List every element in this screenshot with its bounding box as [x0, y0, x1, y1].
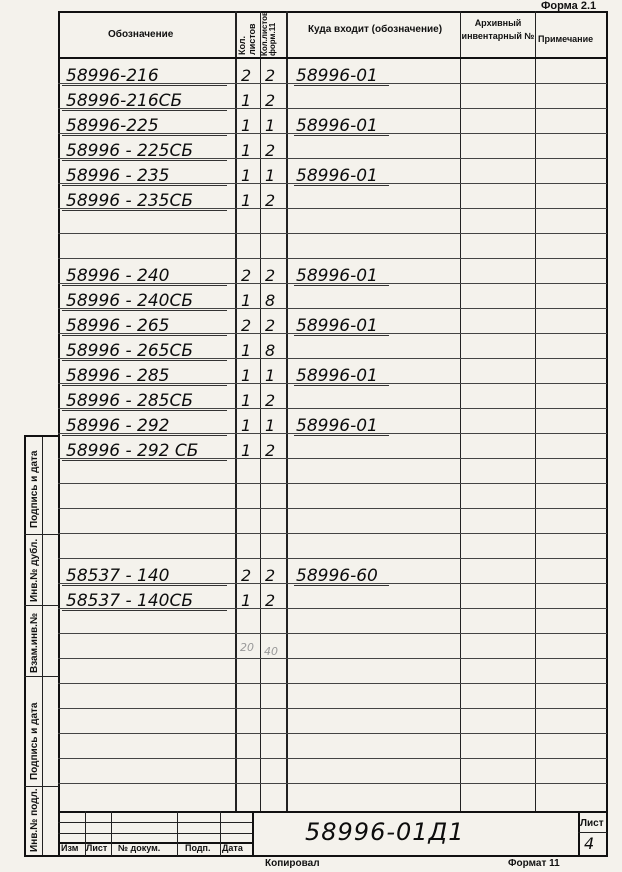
row-line — [58, 258, 607, 259]
row-format: 1 — [265, 366, 276, 385]
row-sheets: 1 — [241, 141, 252, 160]
row-line — [58, 708, 607, 709]
table-row — [66, 441, 596, 461]
header-format-count — [261, 10, 277, 56]
row-line — [58, 558, 607, 559]
tb-col-5 — [252, 811, 254, 856]
row-format: 8 — [265, 291, 276, 310]
title-block-row-1 — [58, 822, 252, 823]
row-where: 58996-01 — [296, 266, 378, 286]
designation-underline — [62, 310, 227, 311]
row-where: 58996-01 — [296, 66, 378, 86]
row-line — [58, 233, 607, 234]
stray-mark-1: 20 — [240, 641, 254, 654]
row-format: 2 — [265, 391, 276, 410]
table-row — [66, 316, 596, 336]
table-row — [66, 66, 596, 86]
side-label-sig-date-top: Подпись и дата — [29, 450, 40, 528]
tb-izm: Изм — [61, 843, 79, 853]
table-row — [66, 391, 596, 411]
row-format: 1 — [265, 416, 276, 435]
row-sheets: 1 — [241, 366, 252, 385]
row-where: 58996-01 — [296, 116, 378, 136]
row-format: 2 — [265, 316, 276, 335]
header-designation: Обозначение — [108, 29, 174, 40]
designation-underline — [62, 335, 227, 336]
table-row — [66, 191, 596, 211]
row-format: 2 — [265, 191, 276, 210]
header-note: Примечание — [538, 34, 594, 44]
side-strip-mid — [42, 435, 43, 856]
footer-copied: Копировал — [265, 858, 320, 869]
designation-underline — [62, 110, 227, 111]
row-designation: 58996 - 265СБ — [66, 341, 194, 361]
row-designation: 58996 - 292 СБ — [66, 441, 199, 461]
row-designation: 58996 - 285СБ — [66, 391, 194, 411]
row-where: 58996-01 — [296, 316, 378, 336]
row-designation: 58996 - 240СБ — [66, 291, 194, 311]
side-div-1 — [24, 534, 59, 535]
designation-underline — [62, 135, 227, 136]
header-bottom — [58, 57, 608, 59]
row-line — [58, 758, 607, 759]
table-row — [66, 266, 596, 286]
tb-date: Дата — [222, 843, 243, 853]
row-sheets: 1 — [241, 341, 252, 360]
row-designation: 58996 - 225СБ — [66, 141, 194, 161]
row-line — [58, 483, 607, 484]
row-format: 2 — [265, 591, 276, 610]
side-strip-left — [24, 435, 26, 856]
designation-underline — [62, 185, 227, 186]
designation-underline — [62, 210, 227, 211]
side-label-sig-date-bottom: Подпись и дата — [29, 702, 40, 780]
row-line — [58, 533, 607, 534]
row-designation: 58537 - 140СБ — [66, 591, 194, 611]
row-designation: 58996-225 — [66, 116, 159, 136]
table-row — [66, 416, 596, 436]
side-label-inv-orig: Инв.№ подл. — [29, 788, 40, 852]
tb-sheet-number: 4 — [584, 834, 595, 853]
header-sheets-count — [237, 11, 257, 55]
table-row — [66, 291, 596, 311]
side-div-2 — [24, 605, 59, 606]
row-sheets: 1 — [241, 191, 252, 210]
table-row — [66, 566, 596, 586]
header-archive: Архивный инвентарный № — [461, 18, 535, 41]
frame-top — [58, 11, 608, 13]
row-format: 2 — [265, 566, 276, 585]
designation-underline — [62, 460, 227, 461]
where-underline — [294, 435, 389, 436]
designation-underline — [62, 610, 227, 611]
where-underline — [294, 85, 389, 86]
row-sheets: 1 — [241, 91, 252, 110]
designation-underline — [62, 410, 227, 411]
side-strip-top — [24, 435, 59, 437]
frame-bottom — [58, 855, 608, 857]
row-sheets: 1 — [241, 591, 252, 610]
row-format: 2 — [265, 91, 276, 110]
row-format: 2 — [265, 266, 276, 285]
designation-underline — [62, 285, 227, 286]
row-line — [58, 508, 607, 509]
tb-sheet-label: Лист — [580, 818, 604, 829]
header-where-used: Куда входит (обозначение) — [307, 24, 443, 35]
row-where: 58996-01 — [296, 366, 378, 386]
side-strip-bottom — [24, 855, 59, 857]
row-sheets: 1 — [241, 441, 252, 460]
where-underline — [294, 285, 389, 286]
designation-underline — [62, 360, 227, 361]
title-block-top — [58, 811, 608, 813]
side-div-4 — [24, 786, 59, 787]
side-label-inv-dup: Инв.№ дубл. — [29, 538, 40, 602]
row-designation: 58996-216СБ — [66, 91, 183, 111]
row-designation: 58996 - 240 — [66, 266, 170, 286]
row-sheets: 2 — [241, 566, 252, 585]
designation-underline — [62, 435, 227, 436]
where-underline — [294, 135, 389, 136]
tb-col-4 — [220, 811, 221, 856]
row-sheets: 1 — [241, 416, 252, 435]
row-line — [58, 683, 607, 684]
tb-col-2 — [111, 811, 112, 856]
row-format: 2 — [265, 441, 276, 460]
row-format: 2 — [265, 141, 276, 160]
tb-doc-no: № докум. — [118, 843, 161, 853]
row-format: 8 — [265, 341, 276, 360]
side-label-replace-inv: Взам.инв.№ — [29, 612, 40, 673]
where-underline — [294, 335, 389, 336]
row-designation: 58996 - 285 — [66, 366, 170, 386]
table-row — [66, 116, 596, 136]
row-line — [58, 658, 607, 659]
title-block-row-2 — [58, 833, 252, 834]
tb-col-3 — [177, 811, 178, 856]
row-sheets: 1 — [241, 291, 252, 310]
document-code: 58996-01Д1 — [305, 818, 465, 846]
row-format: 1 — [265, 116, 276, 135]
tb-list: Лист — [86, 843, 108, 853]
designation-underline — [62, 85, 227, 86]
table-row — [66, 91, 596, 111]
row-format: 1 — [265, 166, 276, 185]
designation-underline — [62, 585, 227, 586]
where-underline — [294, 185, 389, 186]
row-sheets: 2 — [241, 316, 252, 335]
table-row — [66, 166, 596, 186]
row-sheets: 1 — [241, 166, 252, 185]
footer-format: Формат 11 — [508, 858, 560, 869]
row-line — [58, 783, 607, 784]
row-where: 58996-01 — [296, 416, 378, 436]
row-designation: 58996 - 235СБ — [66, 191, 194, 211]
row-format: 2 — [265, 66, 276, 85]
header-sheets-text: Кол. листов — [237, 23, 257, 55]
row-line — [58, 633, 607, 634]
row-sheets: 2 — [241, 66, 252, 85]
row-designation: 58996 - 265 — [66, 316, 170, 336]
tb-sheet-div — [578, 832, 607, 833]
row-where: 58996-60 — [296, 566, 378, 586]
row-where: 58996-01 — [296, 166, 378, 186]
designation-underline — [62, 385, 227, 386]
row-designation: 58996 - 235 — [66, 166, 170, 186]
table-row — [66, 141, 596, 161]
form-label: Форма 2.1 — [541, 0, 597, 12]
where-underline — [294, 385, 389, 386]
row-designation: 58537 - 140 — [66, 566, 170, 586]
side-div-3 — [24, 676, 59, 677]
where-underline — [294, 585, 389, 586]
header-format-text: Кол.листов форм.11 — [260, 11, 277, 56]
tb-sign: Подп. — [185, 843, 211, 853]
row-sheets: 1 — [241, 391, 252, 410]
row-sheets: 1 — [241, 116, 252, 135]
row-sheets: 2 — [241, 266, 252, 285]
row-designation: 58996 - 292 — [66, 416, 170, 436]
table-row — [66, 591, 596, 611]
stray-mark-2: 40 — [264, 645, 278, 658]
row-line — [58, 733, 607, 734]
row-designation: 58996-216 — [66, 66, 159, 86]
designation-underline — [62, 160, 227, 161]
table-row — [66, 366, 596, 386]
table-row — [66, 341, 596, 361]
